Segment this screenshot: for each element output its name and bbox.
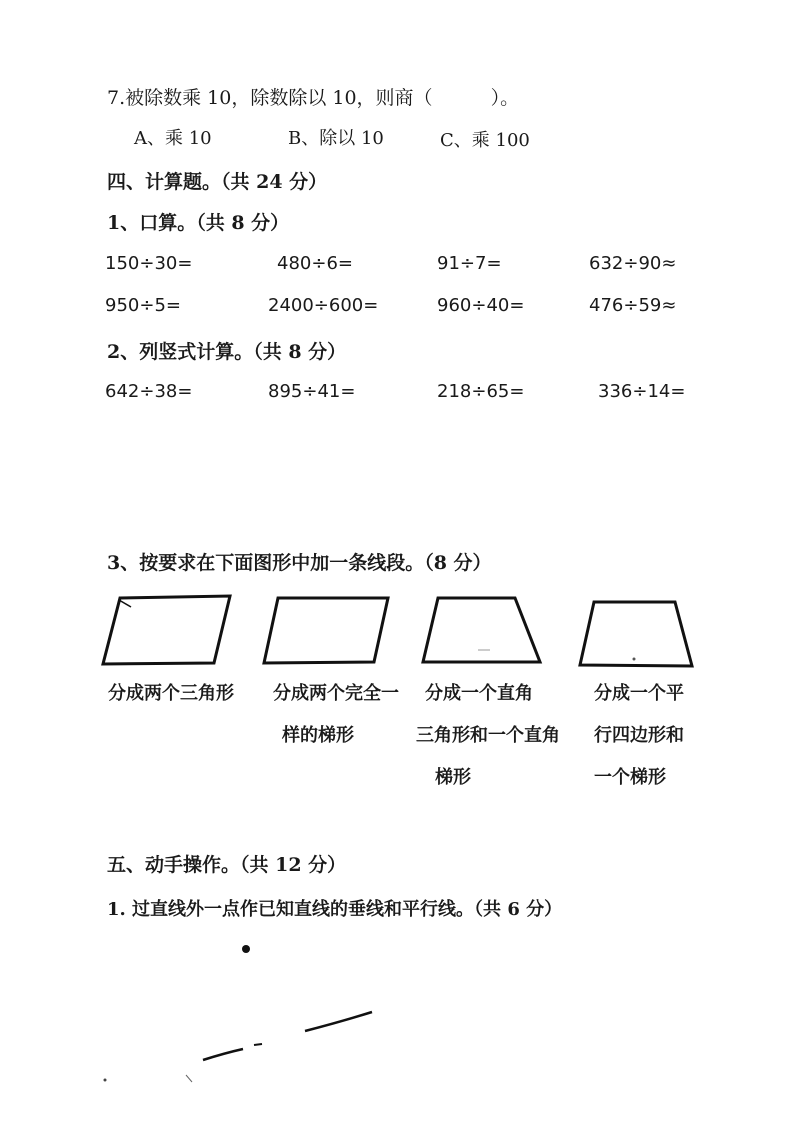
part-3-title: 3、按要求在下面图形中加一条线段。（8 分） [107,552,492,574]
question-7-suffix: ）。 [490,87,520,109]
section-5-question-1: 1. 过直线外一点作已知直线的垂线和平行线。（共 6 分） [107,899,563,920]
oral-calc-item: 480÷6= [277,253,353,274]
oral-calc-item: 2400÷600= [268,295,379,316]
part-1-title: 1、口算。（共 8 分） [107,212,290,234]
vertical-calc-item: 218÷65= [437,381,525,402]
caption-shape-3-line3: 梯形 [435,767,471,788]
option-a[interactable]: A、乘 10 [134,128,212,149]
caption-shape-3-line1: 分成一个直角 [425,683,533,704]
caption-shape-2-line1: 分成两个完全一 [273,683,399,704]
oral-calc-item: 960÷40= [437,295,525,316]
question-7-text: 7.被除数乘 10，除数除以 10，则商（ [107,87,433,109]
vertical-calc-item: 895÷41= [268,381,356,402]
vertical-calc-item: 642÷38= [105,381,193,402]
oral-calc-item: 632÷90≈ [589,253,677,274]
option-b[interactable]: B、除以 10 [288,128,384,149]
vertical-calc-item: 336÷14= [598,381,686,402]
oral-calc-item: 476÷59≈ [589,295,677,316]
section-4-title: 四、计算题。（共 24 分） [107,171,328,193]
given-line [305,1012,372,1031]
option-c[interactable]: C、乘 100 [440,130,530,151]
oral-calc-item: 150÷30= [105,253,193,274]
caption-shape-4-line3: 一个梯形 [594,767,666,788]
part-2-title: 2、列竖式计算。（共 8 分） [107,341,347,363]
caption-shape-3-line2: 三角形和一个直角 [416,725,560,746]
caption-shape-4-line2: 行四边形和 [594,725,684,746]
oral-calc-item: 950÷5= [105,295,181,316]
caption-shape-2-line2: 样的梯形 [282,725,354,746]
oral-calc-item: 91÷7= [437,253,502,274]
caption-shape-4-line1: 分成一个平 [594,683,684,704]
caption-shape-1: 分成两个三角形 [108,683,234,704]
section-5-title: 五、动手操作。（共 12 分） [107,854,347,876]
given-point [242,945,250,953]
